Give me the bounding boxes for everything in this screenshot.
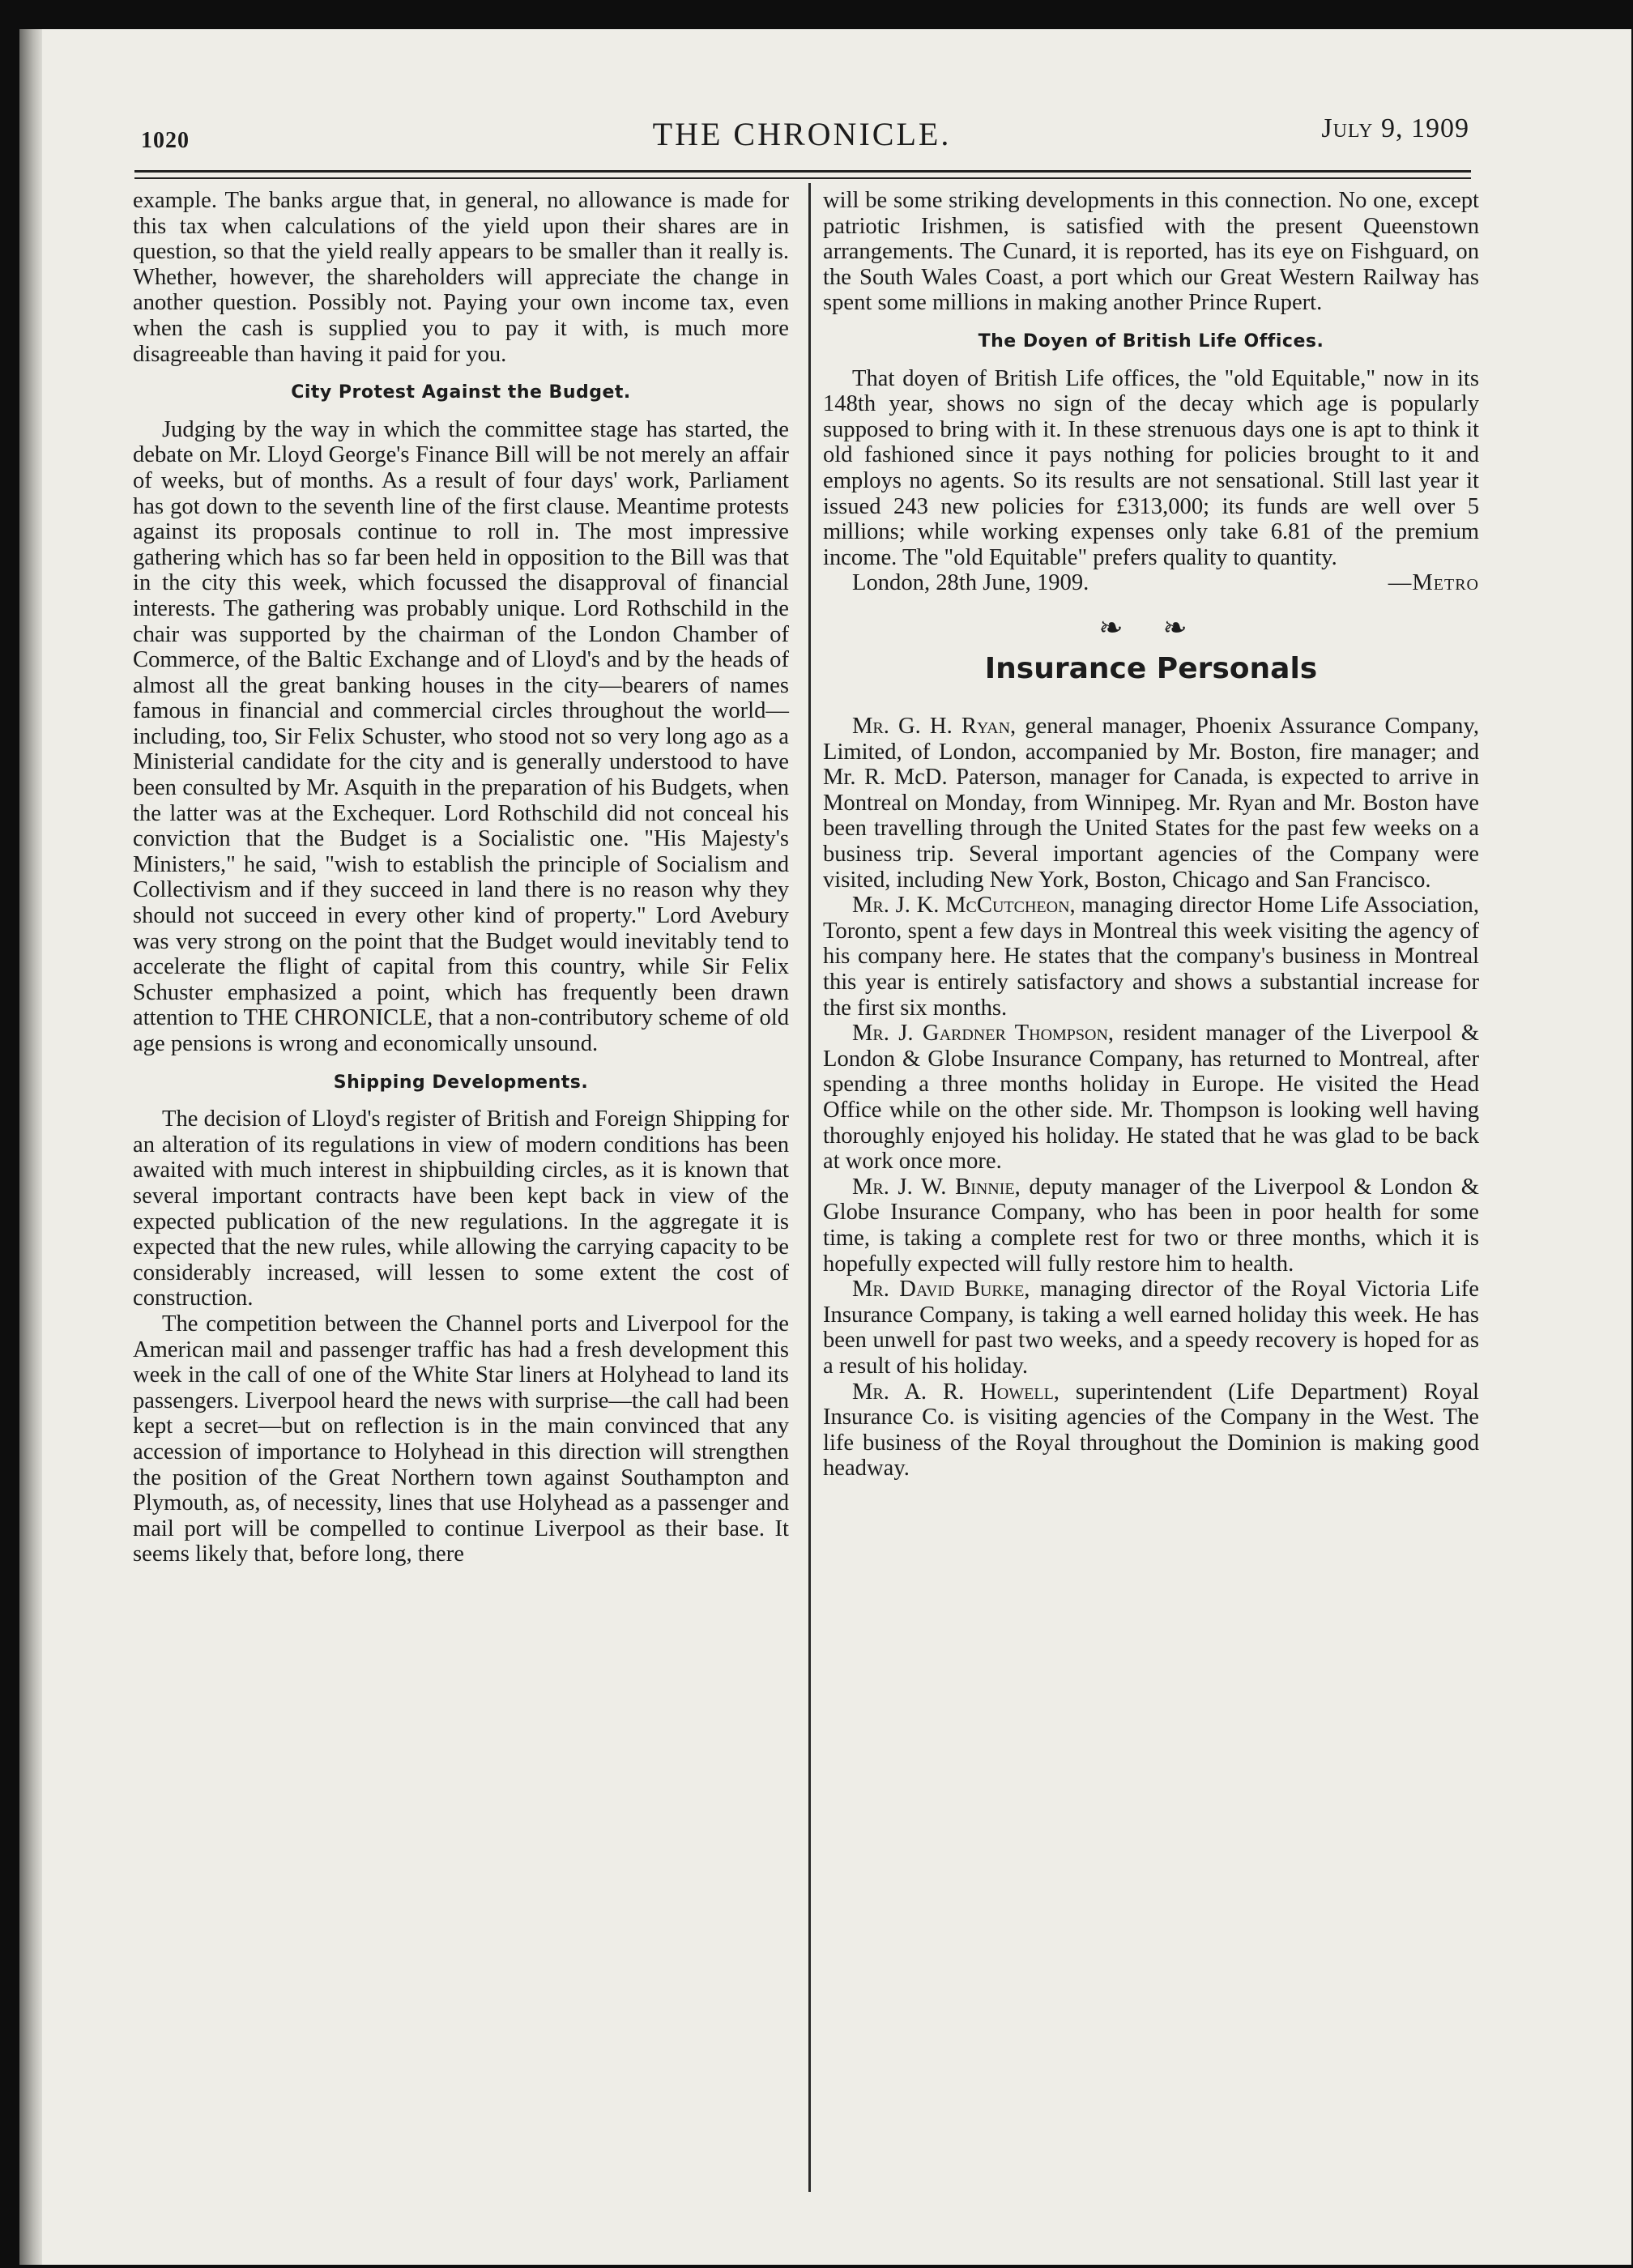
masthead-title: THE CHRONICLE. [652, 116, 952, 152]
page-number: 1020 [141, 128, 190, 153]
newspaper-page [130, 105, 1479, 2228]
article-paragraph: Judging by the way in which the committee stage has started, the debate on Mr. Lloyd George's Finance Bill will be not merely an affair of weeks, but of months. As a result of four days' work, Parliament has got down to the seventh line of the first clause. Meantime protests against its proposals continue to roll in. The most impressive gathering which has so far been held in opposition to the Bill was that in the city this week, which focussed the disapproval of financial interests. The gathering was probably unique. Lord Rothschild in the chair was supported by the chairman of the London Chamber of Commerce, of the Baltic Exchange and of Lloyd's and by the heads of almost all the great banking houses in the city—bearers of names famous in financial and commercial circles throughout the world—including, too, Sir Felix Schuster, who stood not so very long ago as a Ministerial candidate for the city and is generally understood to have been consulted by Mr. Asquith in the preparation of his Budgets, when the latter was at the Exchequer. Lord Rothschild did not conceal his conviction that the Budget is a Socialistic one. "His Majesty's Ministers," he said, "wish to establish the principle of Socialism and Collectivism and if they succeed in land there is no reason why they should not succeed in every other kind of property." Lord Avebury was very strong on the point that the Budget would inevitably tend to accelerate the flight of capital from this country, while Sir Felix Schuster emphasized a point, which has frequently been drawn attention to THE CHRONICLE, that a non-contributory scheme of old age pensions is wrong and economically unsound. [133, 416, 789, 1056]
personal-text: general manager, Phoenix Assurance Company, Limited, of London, accompanied by Mr. Boston, fire manager; and Mr. R. McD. Paterson, manager for Canada, is expected to arrive in Montreal on Monday, from Winnipeg. Mr. Ryan and Mr. Boston have been travelling through the United States for the past few weeks on a business trip. Several important agencies of the Company were visited, including New York, Boston, Chicago and San Francisco. [823, 714, 1479, 893]
person-name: Mr. G. H. Ryan, [852, 714, 1017, 740]
header-rule-thin [134, 177, 1471, 179]
personal-text: deputy manager of the Liverpool & London & Globe Insurance Company, who has been in poor health for some time, is taking a complete rest for two or three months, which it is hopefully expected will fully restore him to health. [823, 1174, 1479, 1277]
dateline-row [823, 570, 1479, 596]
right-column [823, 188, 1479, 1481]
page-header [130, 105, 1474, 162]
personal-item [823, 1021, 1479, 1174]
personal-item [823, 1174, 1479, 1277]
article-paragraph: will be some striking developments in this connection. No one, except patriotic Irishmen, is satisfied with the present Queenstown arrangements. The Cunard, it is reported, has its eye on Fishguard, on the South Wales Coast, a port which our Great Western Railway has spent some millions in making another Prince Rupert. [823, 188, 1479, 316]
article-paragraph: The competition between the Channel ports and Liverpool for the American mail and passenger traffic has had a fresh development this week in the call of one of the White Star liners at Holyhead to land its passengers. Liverpool heard the news with surprise—the call had been kept a secret—but on reflection is in the main convinced that any accession of importance to Holyhead in this direction will strengthen the position of the Great Northern town against Southampton and Plymouth, as, of necessity, lines that use Holyhead as a passenger and mail port will be compelled to continue Liverpool as their base. It seems likely that, before long, there [133, 1311, 789, 1567]
personal-item [823, 1277, 1479, 1379]
article-paragraph: That doyen of British Life offices, the "old Equitable," now in its 148th year, shows no sign of the decay which age is popularly supposed to bring with it. In these strenuous days one is apt to think it old fashioned since it pays nothing for policies brought to it and employs no agents. So its results are not sensational. Still last year it issued 243 new policies for £313,000; its funds are well over 5 millions; while working expenses only take 6.81 of the premium income. The "old Equitable" prefers quality to quantity. [823, 365, 1479, 570]
header-rule-thick [134, 170, 1471, 173]
personal-item [823, 1379, 1479, 1481]
left-column [133, 188, 789, 1567]
personal-item [823, 714, 1479, 893]
issue-date: July 9, 1909 [1321, 113, 1469, 143]
article-heading-shipping: Shipping Developments. [333, 1072, 589, 1093]
article-paragraph: example. The banks argue that, in general, no allowance is made for this tax when calculations of the yield upon their shares are in question, so that the yield really appears to be smaller than it really is. Whether, however, the shareholders will appreciate the change in another question. Possibly not. Paying your own income tax, even when the cash is supplied you to pay it with, is much more disagreeable than having it paid for you. [133, 188, 789, 367]
person-name: Mr. J. Gardner Thompson, [852, 1021, 1115, 1047]
column-divider [808, 183, 811, 2192]
person-name: Mr. A. R. Howell, [852, 1379, 1060, 1405]
article-paragraph: The decision of Lloyd's register of British and Foreign Shipping for an alteration of its regulations in view of modern conditions has been awaited with much interest in shipbuilding circles, as it is known that several important contracts have been kept back in view of the expected publication of the new regulations. In the aggregate it is expected that the new rules, while allowing the carrying capacity to be considerably increased, will lessen to some extent the cost of construction. [133, 1106, 789, 1311]
person-name: Mr. J. W. Binnie, [852, 1174, 1021, 1200]
page-binding-edge [19, 29, 42, 2265]
person-name: Mr. David Burke, [852, 1277, 1030, 1302]
personal-text: resident manager of the Liverpool & London & Globe Insurance Company, has returned to Montreal, after spending a three months holiday in Europe. He visited the Head Office while on the other side. Mr. Thompson is looking well having thoroughly enjoyed his holiday. He stated that he was glad to be back at work once more. [823, 1021, 1479, 1174]
signature: —Metro [1388, 570, 1479, 596]
personal-text: superintendent (Life Department) Royal Insurance Co. is visiting agencies of the Company in the West. The life business of the Royal throughout the Dominion is making good headway. [823, 1379, 1479, 1481]
personal-item [823, 893, 1479, 1021]
personal-text: managing director Home Life Association, Toronto, spent a few days in Montreal this week visiting the agency of his company here. He states that the company's business in Montreal this year is entirely satisfactory and shows a substantial increase for the first six months. [823, 893, 1479, 1021]
ornament: ❧ ❧ [1098, 611, 1204, 644]
dateline: London, 28th June, 1909. [852, 570, 1089, 596]
personal-text: managing director of the Royal Victoria Life Insurance Company, is taking a well earned holiday this week. He has been unwell for past two weeks, and a speedy recovery is hoped for as a result of his holiday. [823, 1277, 1479, 1379]
article-heading-doyen: The Doyen of British Life Offices. [978, 330, 1324, 352]
article-heading-city-protest: City Protest Against the Budget. [291, 382, 631, 403]
person-name: Mr. J. K. McCutcheon, [852, 893, 1076, 919]
section-title: Insurance Personals [984, 651, 1318, 685]
